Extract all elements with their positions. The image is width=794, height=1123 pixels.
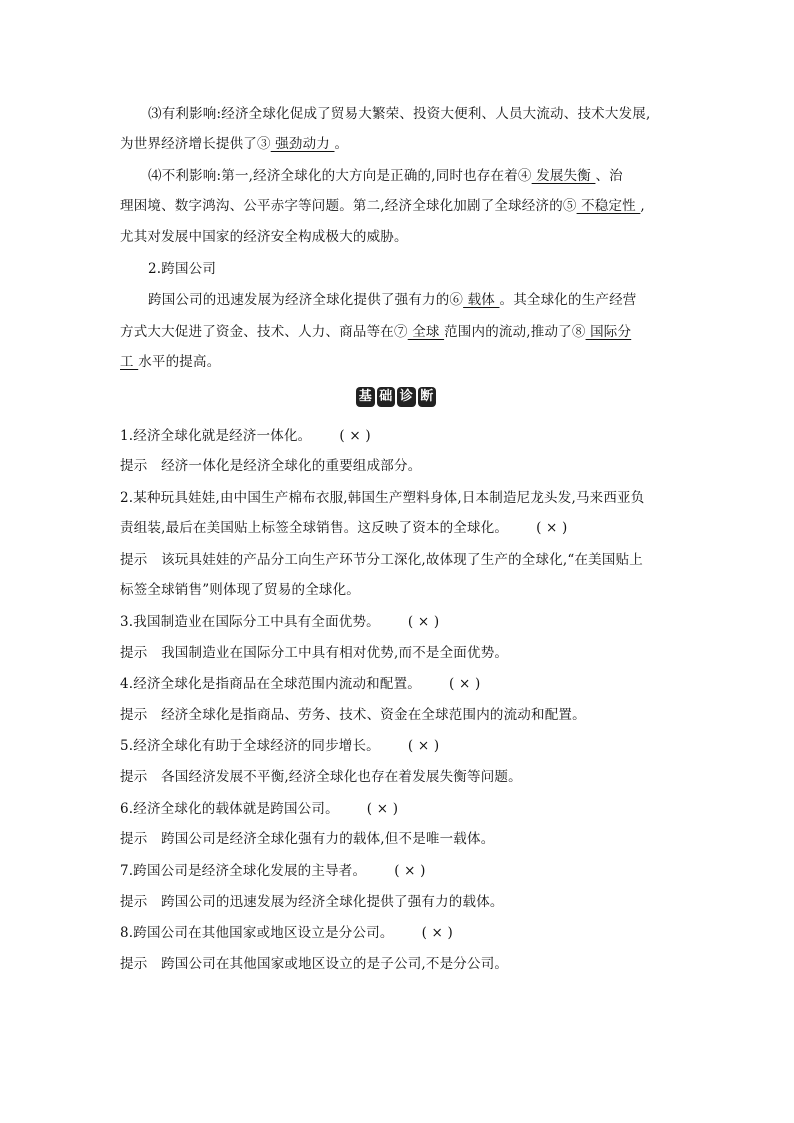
blank-answer-8-cont: 工 <box>120 354 139 370</box>
answer-mark: ( × ) <box>339 428 371 444</box>
hint-5: 提示 各国经济发展不平衡,经济全球化也存在着发展失衡等问题。 <box>120 769 522 785</box>
text: 方式大大促进了资金、技术、人力、商品等在⑦ <box>120 324 408 340</box>
text: 为世界经济增长提供了③ <box>120 136 271 152</box>
question-text: 4.经济全球化是指商品在全球范围内流动和配置。 <box>120 676 421 692</box>
text: ⑷不利影响:第一,经济全球化的大方向是正确的,同时也存在着④ <box>148 168 532 184</box>
text: 水平的提高。 <box>138 354 221 370</box>
section-banner <box>356 386 436 408</box>
question-4 <box>120 674 480 694</box>
question-7 <box>120 861 426 881</box>
answer-mark: ( × ) <box>407 614 440 630</box>
question-2-line-2 <box>120 518 568 538</box>
hint-1: 提示 经济一体化是经济全球化的重要组成部分。 <box>120 458 422 474</box>
question-text: 6.经济全球化的载体就是跨国公司。 <box>120 801 339 817</box>
blank-answer-3: 强劲动力 <box>270 136 335 152</box>
hint-8: 提示 跨国公司在其他国家或地区设立的是子公司,不是分公司。 <box>120 956 509 972</box>
answer-mark: ( × ) <box>448 676 481 692</box>
paragraph-4-line-2 <box>120 196 645 216</box>
paragraph-4-line-3: 尤其对发展中国家的经济安全构成极大的威胁。 <box>120 229 408 245</box>
blank-answer-5: 不稳定性 <box>576 198 641 214</box>
text: 跨国公司的迅速发展为经济全球化提供了强有力的⑥ <box>148 292 464 308</box>
question-1 <box>120 426 371 446</box>
banner-char: 诊 <box>397 387 416 407</box>
heading-multinational: 2.跨国公司 <box>148 261 217 277</box>
text: 、治 <box>595 168 623 184</box>
paragraph-5-line-2 <box>120 322 631 342</box>
blank-answer-4: 发展失衡 <box>531 168 596 184</box>
blank-answer-7: 全球 <box>407 324 445 340</box>
banner-char: 基 <box>356 387 375 407</box>
answer-mark: ( × ) <box>394 863 426 879</box>
question-text: 3.我国制造业在国际分工中具有全面优势。 <box>120 614 380 630</box>
answer-mark: ( × ) <box>536 520 568 536</box>
blank-answer-6: 载体 <box>463 292 500 308</box>
text: 。其全球化的生产经营 <box>499 292 637 308</box>
text: , <box>640 198 645 214</box>
question-3 <box>120 612 439 632</box>
paragraph-4-line-1 <box>148 166 623 186</box>
question-text: 1.经济全球化就是经济一体化。 <box>120 428 312 444</box>
question-2-line-1: 2.某种玩具娃娃,由中国生产棉布衣服,韩国生产塑料身体,日本制造尼龙头发,马来西亚负 <box>120 490 645 506</box>
answer-mark: ( × ) <box>421 925 454 941</box>
hint-7: 提示 跨国公司的迅速发展为经济全球化提供了强有力的载体。 <box>120 894 504 910</box>
banner-char: 础 <box>377 387 396 407</box>
question-text: 8.跨国公司在其他国家或地区设立是分公司。 <box>120 925 394 941</box>
paragraph-5-line-3 <box>120 352 220 372</box>
answer-mark: ( × ) <box>407 738 440 754</box>
question-8 <box>120 923 453 943</box>
question-5 <box>120 736 439 756</box>
paragraph-5-line-1 <box>148 290 637 310</box>
hint-6: 提示 跨国公司是经济全球化强有力的载体,但不是唯一载体。 <box>120 831 495 847</box>
text: 范围内的流动,推动了⑧ <box>444 324 586 340</box>
hint-4: 提示 经济全球化是指商品、劳务、技术、资金在全球范围内的流动和配置。 <box>120 707 586 723</box>
hint-2-line-1: 提示 该玩具娃娃的产品分工向生产环节分工深化,故体现了生产的全球化,“在美国贴上 <box>120 552 643 568</box>
question-text: 责组装,最后在美国贴上标签全球销售。这反映了资本的全球化。 <box>120 520 509 536</box>
paragraph-3-line-2 <box>120 134 348 154</box>
text: 理困境、数字鸿沟、公平赤字等问题。第二,经济全球化加剧了全球经济的⑤ <box>120 198 577 214</box>
hint-3: 提示 我国制造业在国际分工中具有相对优势,而不是全面优势。 <box>120 645 509 661</box>
banner-char: 断 <box>418 387 437 407</box>
question-text: 7.跨国公司是经济全球化发展的主导者。 <box>120 863 367 879</box>
answer-mark: ( × ) <box>366 801 399 817</box>
question-6 <box>120 799 398 819</box>
paragraph-3-line-1: ⑶有利影响:经济全球化促成了贸易大繁荣、投资大便利、人员大流动、技术大发展, <box>148 106 651 122</box>
question-text: 5.经济全球化有助于全球经济的同步增长。 <box>120 738 380 754</box>
hint-2-line-2: 标签全球销售”则体现了贸易的全球化。 <box>120 582 361 598</box>
blank-answer-8: 国际分 <box>585 324 632 340</box>
text: 。 <box>334 136 349 152</box>
